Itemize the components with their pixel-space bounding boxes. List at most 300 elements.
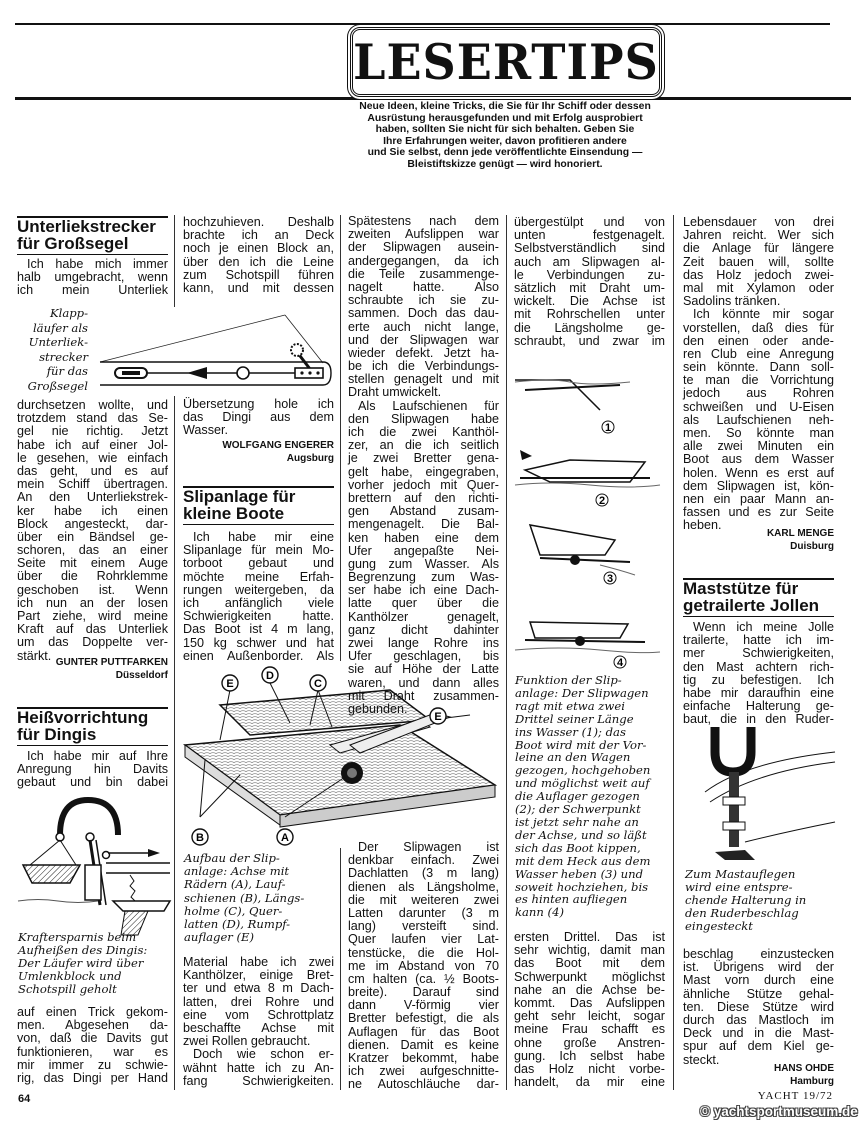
text-line: Seite mit einem Auge [17,556,168,571]
text-line: ich die zwei Kanthöl- [348,425,499,439]
text-line: trotzdem stand das Se- [17,411,168,426]
text-line: über ein Bändsel ge- [17,529,168,544]
text-line: Übersetzung hole ich [183,397,334,411]
text-line: mer Schwierigkeiten, [683,646,834,661]
text-line: men. So könnte man [683,426,834,440]
text-line: unten festgenagelt. [514,228,665,243]
text-line: den Slipwagen habe [348,411,499,426]
column-rule [340,215,341,661]
heading-line: Slipanlage für [183,487,296,506]
text-line: schoren, das an einer [17,543,168,558]
text-line: Mast vorn durch eine [683,973,834,988]
section-banner [350,27,662,97]
figure-label [262,667,278,683]
text-line: mit Rohrschellen unter [514,307,665,322]
slipway-steps-illustration [510,360,668,672]
text-line: das Holz nicht vorbe- [514,1061,665,1076]
text-line: Lebensdauer von drei [683,215,834,229]
caption-line: latten (D), Rumpf- [184,917,291,932]
text-line: Ufer angepaßte Nei- [348,543,499,558]
top-rule [15,23,830,25]
text-line: nahe an die Achse be- [514,982,665,997]
caption-line: chende Halterung in [685,893,807,907]
intro-text [340,101,670,171]
text-line: zum Schotspill führen [183,267,334,282]
caption-line: Drittel seiner Länge [515,711,634,726]
caption-line: Zum Mastauflegen [685,867,796,881]
text-line: le Verbindungen zu- [514,267,665,282]
text-line: beschaffte Achse mit [183,1020,334,1035]
text-line: meine Frau schafft es [514,1022,665,1037]
step-label: 1 [604,422,612,434]
text-line: Wenn ich meine Jolle [693,620,834,634]
column-rule [673,215,674,1090]
text-line: das geht, und es auf [17,463,168,478]
caption-line: Aufbau der Slip- [184,851,280,865]
page-number: 64 [18,1093,31,1105]
text-line: dann V-förmig vier [348,998,499,1013]
text-line: Kanthölzer, einige Bret- [183,968,334,983]
text-line: halb umgebracht, wenn [17,270,168,285]
text-line: breite). Darauf sind [348,985,499,1000]
text-line: das Dingi aus dem [183,410,334,425]
step-1-sketch [515,380,630,434]
text-line: sie auf Höhe der Latte [348,662,499,677]
text-line: übergestülpt und von [514,215,665,229]
text-line: geschoben ist. Wenn [17,582,168,597]
text-line: schraubt, und zwar im [514,333,665,348]
text-line: rig, das Dingi per Hand [17,1070,168,1085]
text-line: dienen. Damit es keine [348,1037,499,1052]
text-line: fassen und es zur Seite [683,505,834,520]
caption-line: eingesteckt [685,919,753,933]
text-line: das Holz jedoch zwei- [683,267,834,282]
text-line: ser habe ich eine Dach- [348,583,499,598]
intro-line: Ausrüstung herausgefunden und mit Erfolg ausprobiert [367,112,643,124]
text-line: Schwerpunkt möglichst [514,969,665,984]
text-line: eine vom Schrottplatz [183,1007,334,1022]
text-line: erte auch nicht lange, [348,319,499,334]
article-paragraph [514,216,665,348]
text-line: fang Schwierigkeiten. [183,1073,334,1088]
section-title: LESERTIPS [353,33,659,91]
caption-line: mit dem Heck aus dem [515,853,651,868]
text-line: Doch wie schon er- [193,1047,334,1062]
text-line: mal mit Xylamon oder [683,280,834,295]
intro-line: Bleistiftskizze genügt — wird honoriert. [407,158,603,170]
text-line: ren Club eine Anregung [683,346,834,361]
text-line: Part ziehe, wird meine [17,609,168,623]
text-line: die Längsholme ge- [514,320,665,335]
text-line: mir immer zu schwie- [17,1057,168,1072]
text-line: vorstellen, daß dies für [683,320,834,335]
text-line: kann, und mit dessen [183,280,334,295]
caption-line: der Achse, und so läßt [515,827,647,842]
caption-line: auflager (E) [184,930,255,945]
text-line: einfache Halterung ge- [683,699,834,714]
text-line: Kratzer bekommt, habe [348,1051,499,1065]
text-line: Selbstverständlich sind [514,241,665,256]
text-line: waren, und dann alles [348,675,499,690]
text-line: handelt, da mir eine [514,1075,665,1090]
text-line: gel nie richtig. Jetzt [17,424,168,439]
caption-line: Kraftersparnis beim [18,930,137,944]
text-line: Ich habe mir eine [193,530,334,544]
text-line: dem Slipwagen ist, kön- [683,478,834,493]
text-line: holen. Wenn es erst auf [683,465,834,480]
caption-line: wird eine entspre- [685,880,793,894]
text-line: wickelt. Die Achse ist [514,294,665,309]
text-line: Bretter befestigt, die als [348,1011,499,1026]
caption-line: läufer als [32,320,88,335]
text-line: lang) versteift sind. [348,919,499,934]
text-line: stärkt. [17,648,52,663]
figure-label [277,829,293,845]
text-line: einen Außenborder. Als [183,648,334,663]
text-line: Boot aus dem Wasser [683,452,834,467]
issue-label: YACHT 19/72 [757,1090,833,1102]
label-b: B [196,832,204,844]
text-line: tig zu befestigen. Ich [683,672,834,687]
text-line: gebaut und bin dabei [17,775,168,790]
text-line: baut, die in den Ruder- [683,712,834,727]
text-line: von, daß die Davits gut [17,1031,168,1046]
label-e: E [226,678,234,690]
text-line: über den ich die Leine [183,254,334,269]
article-paragraph [683,621,834,727]
text-line: durch das Mastloch im [683,1012,834,1027]
text-line: je zwei Bretter gena- [348,451,499,466]
text-line: kommt. Das Aufslippen [514,995,665,1010]
text-line: Deck und in die Mast- [683,1026,834,1041]
caption-line: leine an den Wagen [515,750,631,765]
text-line: cm halten (ca. ½ Boots- [348,971,499,986]
article-heading-maststuetze [683,578,834,617]
caption-line: für das [46,364,88,378]
text-line: ersten Drittel. Das ist [514,930,665,944]
intro-line: Neue Ideen, kleine Tricks, die Sie für Ihr Schiff oder dessen [359,101,651,112]
text-line: Spätestens nach dem [348,214,499,228]
text-line: Begrenzung zum Was- [348,570,499,585]
author-city: Duisburg [790,540,834,552]
text-line: Slipanlage für mein Mo- [183,543,334,558]
text-line: auf einen Trick gekom- [17,1005,168,1019]
article-paragraph [183,956,334,1088]
caption-line: Wasser heben (3) und [515,866,644,881]
text-line: andergegangen, da ich [348,253,499,268]
text-line: sehr wichtig, damit man [514,943,665,958]
text-line: habe mir daraufhin eine [683,685,834,700]
article-paragraph [17,258,168,298]
text-line: heben. [683,518,722,533]
caption-line: schienen (B), Längs- [184,890,305,905]
text-line: ohne große Anstren- [514,1035,665,1050]
text-line: gelt habe, eingegraben, [348,464,499,479]
heading-line: für Dingis [17,724,97,744]
text-line: ganz dicht dahinter [348,622,499,637]
step-3-sketch [530,525,635,585]
text-line: Ich könnte mir sogar [693,307,834,322]
text-line: Ufer geschlagen, bis [348,649,499,664]
text-line: sammen. Doch das dau- [348,306,499,321]
text-line: Das Boot ist 4 m lang, [183,622,334,637]
watermark: © yachtsportmuseum.de [700,1104,858,1119]
text-line: die Teile zusammenge- [348,266,499,281]
text-line: wähnt hatte ich zu An- [183,1060,334,1075]
caption-line: strecker [39,349,88,364]
text-line: geht sehr leicht, sogar [514,1009,665,1024]
text-line: den einen oder ande- [683,333,834,348]
text-line: Jahren reicht. Wer sich [683,228,834,243]
article-heading-unterliekstrecker [17,216,168,255]
article-paragraph [183,531,334,663]
text-line: wieder defekt. Jetzt ha- [348,345,499,360]
text-line: Material habe ich zwei [183,955,334,969]
caption-line: (2); der Schwerpunkt [515,802,641,817]
text-line: schweißen und U-Eisen [683,399,834,414]
text-line: ker habe ich einen [17,503,168,518]
step-label: 3 [606,573,614,585]
text-line: ich zwei aufgeschnitte- [348,1064,499,1079]
text-line: Kanthölzer genagelt, [348,609,499,624]
caption-line: Boot wird mit der Vor- [515,737,647,752]
text-line: Auflagen für das Boot [348,1024,499,1039]
text-line: ich nun an der losen [17,595,168,610]
text-line: torboot gebaut und [183,556,334,571]
heading-line: Maststütze für [683,579,799,598]
text-line: denkbar einfach. Zwei [348,853,499,868]
text-line: jedoch aus Rohren [683,386,834,401]
author-name: KARL MENGE [766,528,834,539]
text-line: als Laufschienen neh- [683,412,834,427]
text-line: brettern auf den richti- [348,490,499,505]
text-line: ter und etwa 8 m Dach- [183,981,334,996]
caption-line: ragt mit etwa zwei [515,698,625,713]
author-city: Hamburg [790,1075,834,1087]
text-line: zer, an die ich seitlich [348,438,499,453]
text-line: stellen genagelt und mit [348,372,499,387]
step-4-sketch [515,622,660,669]
text-line: Anregung hin Davits [17,762,168,777]
text-line: gebunden. [348,701,408,716]
figure-label [192,829,208,845]
text-line: zweiten Aufslippen war [348,227,499,242]
article-paragraph [17,1006,168,1085]
author-name: GUNTER PUTTFARKEN [55,657,168,668]
step-label: 2 [598,495,606,507]
text-line: gung zum Wasser. Als [348,556,499,571]
article-paragraph [17,399,168,663]
text-line: latte quer über die [348,596,499,611]
text-line: Wasser. [183,423,229,438]
text-line: Zeit bauen will, sollte [683,254,834,269]
text-line: nen ein paar Mann an- [683,491,834,506]
caption-line: Umlenkblock und [18,969,122,983]
article-paragraph [348,841,499,1092]
text-line: be ich die Verbindungs- [348,359,499,374]
author-signature [683,1063,834,1088]
caption-line: Der Läufer wird über [18,956,144,970]
davit-illustration [18,795,170,930]
figure-caption [685,868,806,933]
text-line: ist. Übrigens wird der [683,960,834,975]
text-line: men. Abgesehen da- [17,1018,168,1033]
author-signature [683,528,834,553]
text-line: der Slipwagen ausein- [348,240,499,255]
text-line: Sadolins tränken. [683,294,781,309]
article-heading-heissvorrichtung [17,707,168,746]
text-line: auch am Slipwagen al- [514,254,665,269]
text-line: zwei Rollen gebraucht. [183,1034,311,1049]
text-line: ten. Diese Stütze wird [683,999,834,1014]
caption-line: ist jetzt sehr nahe an [515,814,639,829]
text-line: te man die Vorrichtung [683,373,834,388]
figure-caption [18,931,147,996]
caption-line: Klapp- [49,306,88,320]
text-line: alle zwei Minuten ein [683,439,834,454]
text-line: Ich habe mich immer [27,257,168,271]
column-rule [174,215,175,307]
column-rule [340,848,341,1090]
text-line: spur auf dem Kiel ge- [683,1039,834,1054]
text-line: Als Laufschienen für [358,398,499,413]
text-line: Kraft auf das Unterliek [17,622,168,637]
text-line: sein könnte. Dann soll- [683,360,834,375]
text-line: sätzlich mit Draht um- [514,280,665,295]
heading-line: getrailerte Jollen [683,595,820,615]
text-line: mein Schiff übertragen. [17,477,168,492]
text-line: rungen weitergeben, da [183,582,334,597]
text-line: tenstücke, die die Hol- [348,945,499,960]
caption-line: die Auflager gezogen [515,789,640,804]
header-rule [15,97,851,100]
author-name: WOLFGANG ENGERER [222,440,334,451]
column-rule [506,215,507,1090]
step-2-sketch [515,450,660,507]
text-line: die Anlage für längere [683,241,834,256]
caption-line: soweit hochziehen, bis [515,879,649,894]
text-line: schraubte ich sie zu- [348,293,499,308]
intro-line: Ihre Erfahrungen weiter, davon profitieren andere [383,135,627,147]
author-signature [183,440,334,465]
text-line: die mit weiteren zwei [348,892,499,907]
boom-outhaul-illustration [95,305,335,395]
article-paragraph [183,216,334,295]
text-line: beschlag einzustecken [683,947,834,961]
caption-line: den Ruderbeschlag [685,906,799,920]
text-line: 150 kg schwer und hat [183,635,334,650]
article-paragraph [348,215,499,716]
label-d: D [266,670,274,682]
label-c: C [314,678,322,690]
text-line: le gesehen, wie einfach [17,450,168,465]
intro-line: und Sie selbst, denn jede veröffentlichte Einsendung — [367,147,643,159]
caption-line: Großsegel [27,378,88,393]
text-line: Quer laufen vier Lat- [348,932,499,947]
author-city: Augsburg [286,452,334,464]
text-line: nagelt hatte. Also [348,279,499,294]
text-line: Draht umwickelt. [348,385,442,400]
text-line: dienen als Längsholme, [348,879,499,894]
text-line: mengenagelt. Die Bal- [348,517,499,532]
text-line: Dachlatten (3 m lang) [348,866,499,881]
mast-support-illustration [685,722,835,862]
figure-label [222,675,238,691]
caption-line: sich das Boot kippen, [515,840,641,855]
text-line: ich mein Unterliek [17,283,168,298]
figure-caption [18,306,88,393]
text-line: ken haben eine dem [348,530,499,545]
text-line: Block angesteckt, dar- [17,516,168,531]
heading-line: kleine Boote [183,503,285,523]
author-city: Düsseldorf [115,669,168,681]
text-line: über die Rohrklemme [17,569,168,584]
text-line: gung. Ich selbst habe [514,1048,665,1063]
text-line: Ich habe mir auf Ihre [27,749,168,763]
caption-line: es hinten aufliegen [515,892,628,907]
caption-line: Unterliek- [28,335,88,349]
author-signature [17,657,168,682]
text-line: noch je einen Block an, [183,241,334,256]
text-line: um das Doppelte ver- [17,635,168,650]
text-line: funktionieren, war es [17,1044,168,1059]
step-label: 4 [616,657,624,669]
intro-line: haben, sollten Sie nicht für sich behalten. Geben Sie [375,124,635,136]
caption-line: Aufheißen des Dingis: [18,943,148,957]
text-line: mit Draht zusammen- [348,688,499,703]
caption-line: gezogen, hochgehoben [515,763,651,778]
text-line: me im Abstand von 70 [348,958,499,973]
text-line: steckt. [683,1052,720,1067]
text-line: habe ich auf einer Jol- [17,437,168,452]
article-heading-slipanlage [183,486,334,525]
article-paragraph [683,948,834,1067]
text-line: durchsetzen wollte, und [17,398,168,412]
figure-caption [515,674,650,919]
caption-line: holme (C), Quer- [184,903,283,918]
column-rule [174,396,175,1090]
text-line: gen Abstand zusam- [348,504,499,519]
text-line: Latten darunter (3 m [348,905,499,920]
text-line: möchte meine Erfah- [183,569,334,584]
text-line: und der Slipwagen war [348,332,499,347]
article-paragraph [683,216,834,533]
text-line: Der Slipwagen ist [358,840,499,854]
text-line: ähnliche Stütze gehal- [683,986,834,1001]
text-line: vorher jedoch mit Quer- [348,477,499,492]
article-paragraph [183,398,334,438]
caption-line: ins Wasser (1); das [515,724,626,739]
article-paragraph [514,931,665,1089]
caption-line: Funktion der Slip- [515,673,622,687]
label-e: E [434,711,442,723]
text-line: trailerte, hatte ich im- [683,633,834,648]
text-line: latten, drei Rohre und [183,994,334,1009]
text-line: das Boot mit dem [514,956,665,971]
text-line: ne Autoschläuche dar- [348,1077,499,1092]
caption-line: kann (4) [515,905,564,920]
text-line: ich anfänglich viele [183,595,334,610]
author-name: HANS OHDE [773,1063,834,1074]
figure-caption [184,852,304,944]
figure-label [310,675,326,691]
text-line: zwei lange Rohre ins [348,636,499,650]
heading-line: für Großsegel [17,233,129,253]
caption-line: anlage: Achse mit [184,864,290,879]
caption-line: anlage: Der Slipwagen [515,685,649,700]
article-paragraph [17,750,168,790]
heading-line: Unterliekstrecker [17,217,156,236]
